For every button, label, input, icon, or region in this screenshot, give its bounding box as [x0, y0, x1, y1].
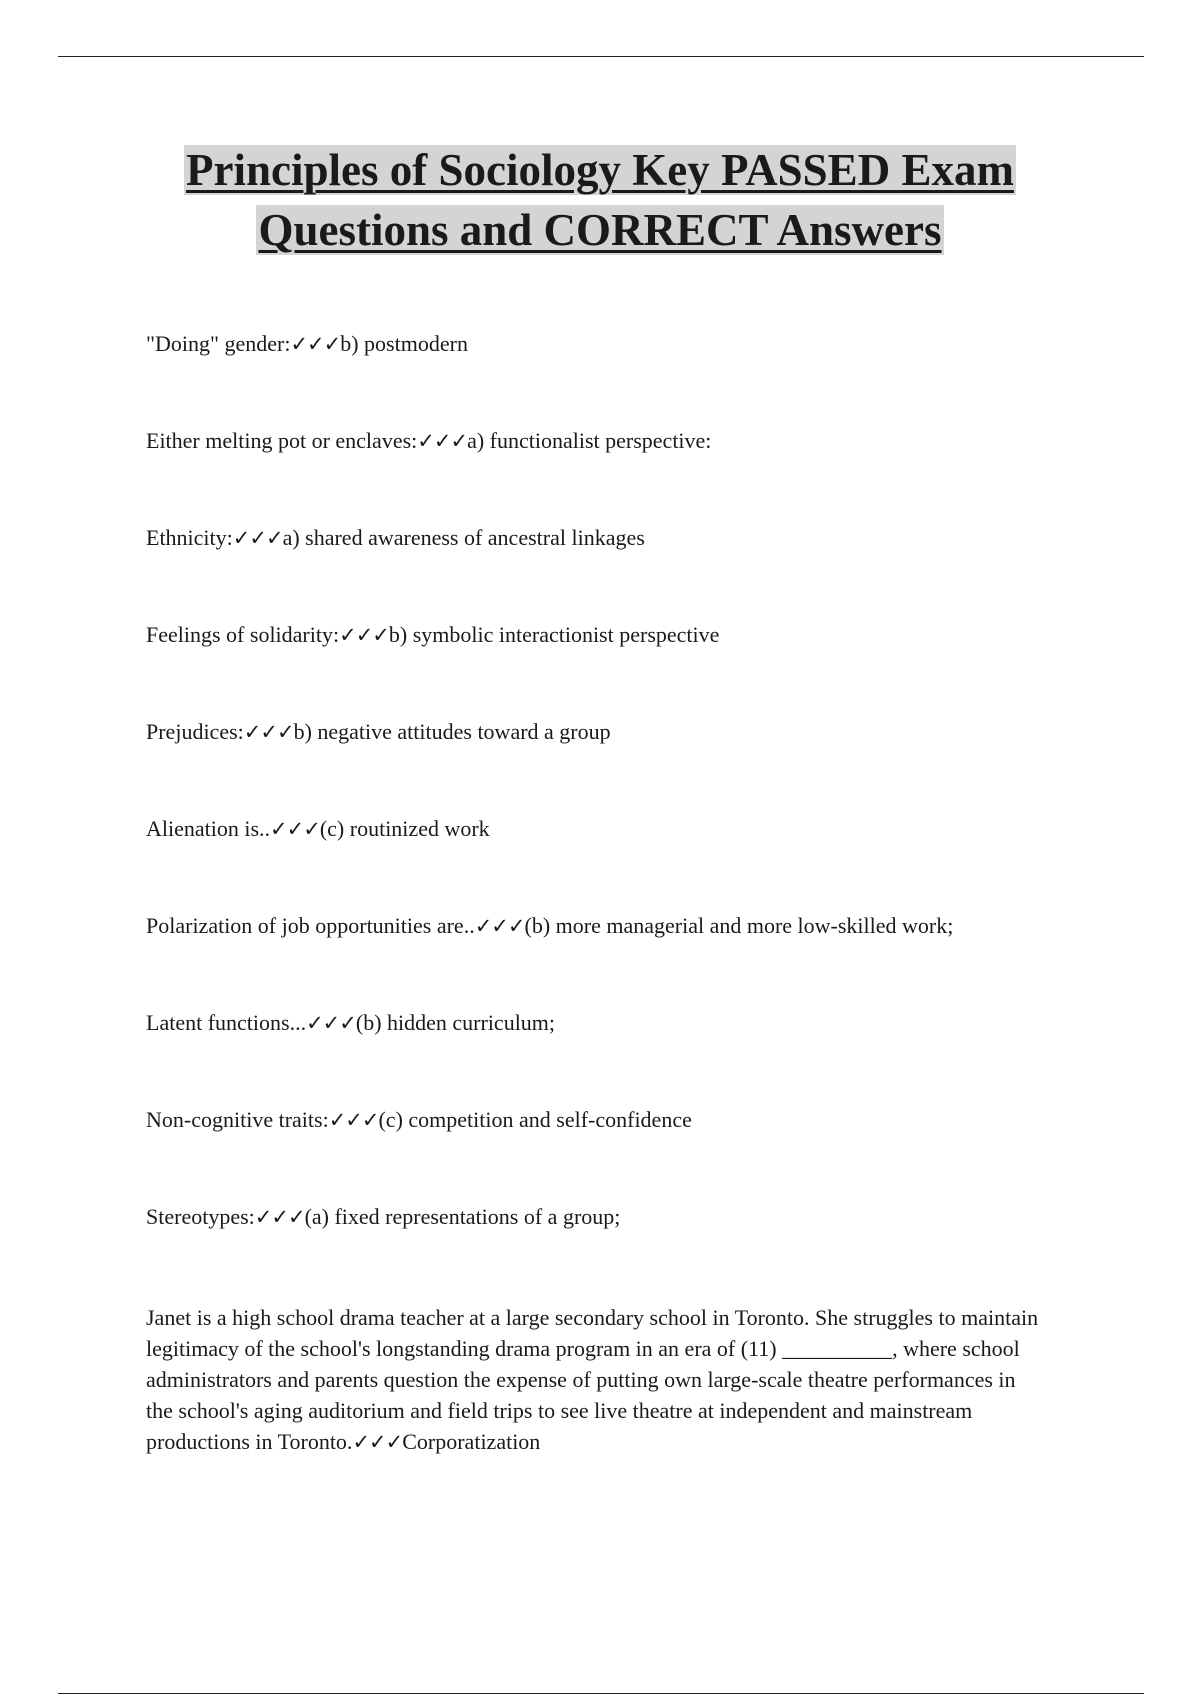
- qa-item: [146, 526, 1046, 549]
- qa-item: [146, 1205, 1046, 1228]
- answer-text: a) shared awareness of ancestral linkages: [282, 525, 645, 550]
- title-line-2: Questions and CORRECT Answers: [258, 205, 942, 255]
- question-text: Either melting pot or enclaves:: [146, 428, 418, 453]
- document-title: [100, 140, 1100, 260]
- question-text: Prejudices:: [146, 719, 244, 744]
- qa-item: [146, 623, 1046, 646]
- check-marks: ✓✓✓: [254, 1205, 305, 1229]
- question-text: Non-cognitive traits:: [146, 1107, 329, 1132]
- question-text: Feelings of solidarity:: [146, 622, 340, 647]
- check-marks: ✓✓✓: [306, 1011, 356, 1035]
- answer-text: (b) more managerial and more low-skilled work;: [524, 913, 954, 938]
- check-marks: ✓✓✓: [417, 429, 468, 453]
- check-marks: ✓✓✓: [474, 914, 525, 938]
- qa-item: [146, 720, 1046, 743]
- check-marks: ✓✓✓: [270, 817, 320, 841]
- check-marks: ✓✓✓: [243, 720, 294, 744]
- answer-text: b) postmodern: [340, 331, 468, 356]
- answer-text: Corporatization: [402, 1429, 541, 1454]
- check-marks: ✓✓✓: [339, 623, 389, 647]
- qa-item-paragraph: [146, 1302, 1046, 1458]
- qa-item: [146, 1108, 1046, 1131]
- question-text: Polarization of job opportunities are..: [146, 913, 475, 938]
- qa-item: [146, 817, 1046, 840]
- check-marks: ✓✓✓: [290, 332, 341, 356]
- qa-list: [146, 332, 1046, 1532]
- title-line-1: Principles of Sociology Key PASSED Exam: [186, 145, 1014, 195]
- question-text: Stereotypes:: [146, 1204, 255, 1229]
- qa-item: [146, 1011, 1046, 1034]
- check-marks: ✓✓✓: [232, 526, 283, 550]
- answer-text: (a) fixed representations of a group;: [304, 1204, 621, 1229]
- check-marks: ✓✓✓: [352, 1430, 403, 1454]
- question-text: Alienation is..: [146, 816, 271, 841]
- check-marks: ✓✓✓: [328, 1108, 379, 1132]
- answer-text: (c) competition and self-confidence: [378, 1107, 692, 1132]
- top-rule: [58, 56, 1144, 57]
- qa-item: [146, 332, 1046, 355]
- answer-text: (c) routinized work: [319, 816, 490, 841]
- qa-item: [146, 914, 1046, 937]
- question-text: Latent functions...: [146, 1010, 307, 1035]
- qa-item: [146, 429, 1046, 452]
- question-text: Ethnicity:: [146, 525, 233, 550]
- answer-text: b) symbolic interactionist perspective: [388, 622, 720, 647]
- bottom-rule: [58, 1693, 1144, 1694]
- question-text: "Doing" gender:: [146, 331, 291, 356]
- answer-text: a) functionalist perspective:: [467, 428, 712, 453]
- answer-text: b) negative attitudes toward a group: [293, 719, 611, 744]
- answer-text: (b) hidden curriculum;: [355, 1010, 556, 1035]
- question-text: Janet is a high school drama teacher at a large secondary school in Toronto. She struggles to maintain legitimacy of the school's longstanding drama program in an era of (11) __________, where school administrators and parents question the expense of putting own large-scale theatre performances in the school's aging auditorium and field trips to see live theatre at independent and mainstream productions in Toronto.: [146, 1305, 1039, 1454]
